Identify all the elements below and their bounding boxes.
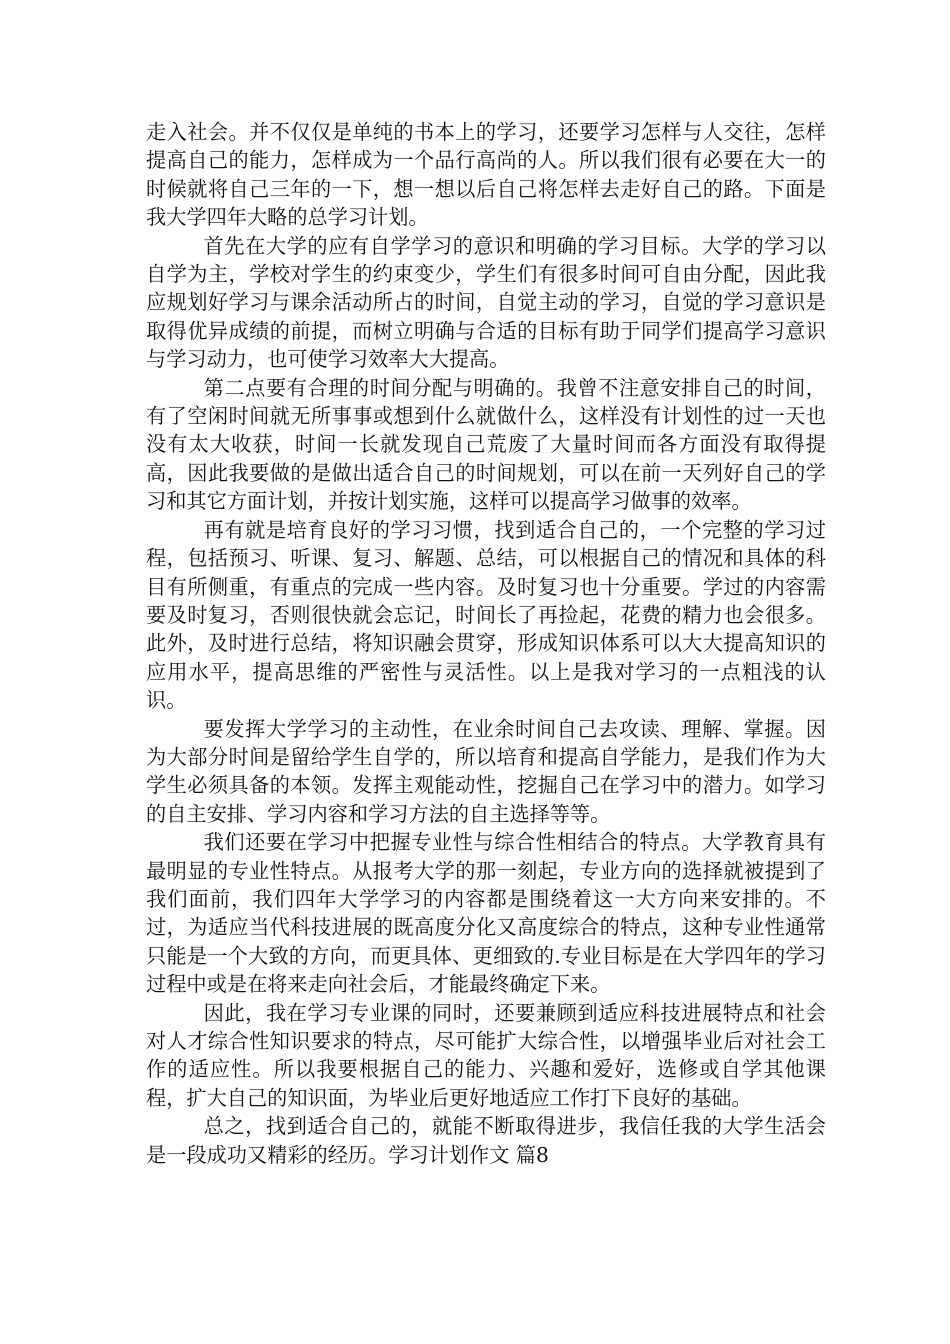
paragraph-specialization: 我们还要在学习中把握专业性与综合性相结合的特点。大学教育具有最明显的专业性特点。从报考大学的那一刻起，专业方向的选择就被提到了我们面前，我们四年大学学习的内容都是围绕着这一大方向来安排的。不过，为适应当代科技进展的既高度分化又高度综合的特点，这种专业性通常只能是一个大致的方向，而更具体、更细致的.专业目标是在大学四年的学习过程中或是在将来走向社会后，才能最终确定下来。 (146, 830, 826, 997)
paragraph-study-habits: 再有就是培育良好的学习习惯，找到适合自己的，一个完整的学习过程，包括预习、听课、复习、解题、总结，可以根据自己的情况和具体的科目有所侧重，有重点的完成一些内容。及时复习也十分重要。学过的内容需要及时复习，否则很快就会忘记，时间长了再捡起，花费的精力也会很多。此外，及时进行总结，将知识融会贯穿，形成知识体系可以大大提高知识的应用水平，提高思维的严密性与灵活性。以上是我对学习的一点粗浅的认识。 (146, 517, 826, 713)
paragraph-conclusion: 总之，找到适合自己的，就能不断取得进步，我信任我的大学生活会是一段成功又精彩的经历。学习计划作文 篇8 (146, 1114, 826, 1167)
paragraph-time-planning: 第二点要有合理的时间分配与明确的。我曾不注意安排自己的时间，有了空闲时间就无所事事或想到什么就做什么，这样没有计划性的过一天也没有太大收获，时间一长就发现自己荒废了大量时间而各方面没有取得提高，因此我要做的是做出适合自己的时间规划，可以在前一天列好自己的学习和其它方面计划，并按计划实施，这样可以提高学习做事的效率。 (146, 375, 826, 514)
document-body (146, 118, 826, 1169)
paragraph-self-study: 首先在大学的应有自学学习的意识和明确的学习目标。大学的学习以自学为主，学校对学生的约束变少，学生们有很多时间可自由分配，因此我应规划好学习与课余活动所占的时间，自觉主动的学习，自觉的学习意识是取得优异成绩的前提，而树立明确与合适的目标有助于同学们提高学习意识与学习动力，也可使学习效率大大提高。 (146, 233, 826, 372)
paragraph-broad-knowledge: 因此，我在学习专业课的同时，还要兼顾到适应科技进展特点和社会对人才综合性知识要求的特点，尽可能扩大综合性，以增强毕业后对社会工作的适应性。所以我要根据自己的能力、兴趣和爱好，选修或自学其他课程，扩大自己的知识面，为毕业后更好地适应工作打下良好的基础。 (146, 1000, 826, 1110)
paragraph-continuation: 走入社会。并不仅仅是单纯的书本上的学习，还要学习怎样与人交往，怎样提高自己的能力，怎样成为一个品行高尚的人。所以我们很有必要在大一的时候就将自己三年的一下，想一想以后自己将怎样去走好自己的路。下面是我大学四年大略的总学习计划。 (146, 120, 826, 230)
paragraph-initiative: 要发挥大学学习的主动性，在业余时间自己去攻读、理解、掌握。因为大部分时间是留给学生自学的，所以培育和提高自学能力，是我们作为大学生必须具备的本领。发挥主观能动性，挖掘自己在学习中的潜力。如学习的自主安排、学习内容和学习方法的自主选择等等。 (146, 716, 826, 826)
